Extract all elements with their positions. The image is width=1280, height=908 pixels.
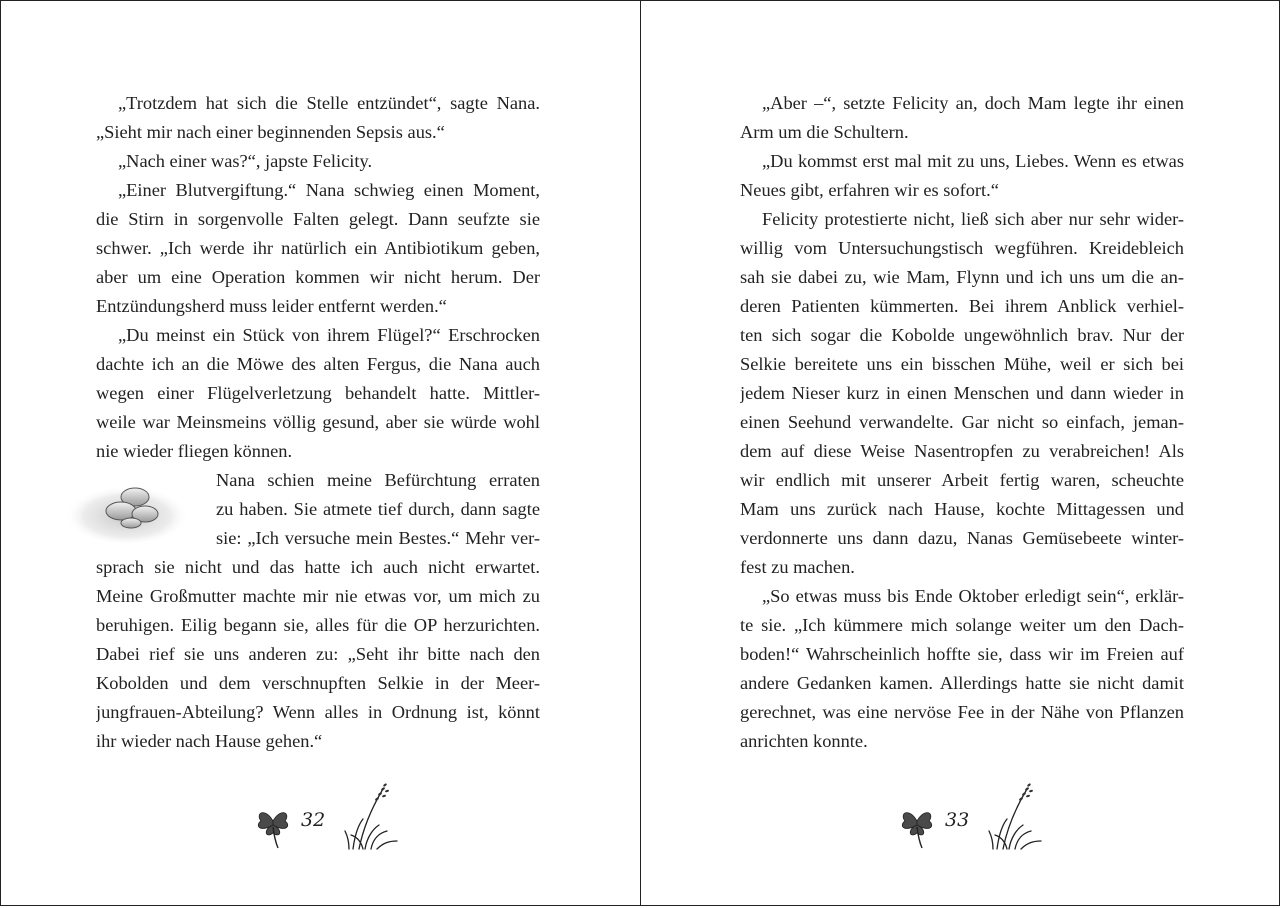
text-line: die Stirn in sorgenvolle Falten gelegt. Dann seufzte sie [96,209,540,229]
text-line: weile war Meinsmeins völlig gesund, aber sie würde wohl [96,412,540,432]
text-line: „Einer Blutvergiftung.“ Nana schwieg einen Moment, [118,180,540,200]
text-line: nie wieder fliegen können. [96,441,293,461]
text-line: ihr wieder nach Hause gehen.“ [96,731,323,751]
page-number: 32 [301,809,326,831]
text-line: sah sie dabei zu, wie Mam, Flynn und ich uns um die an- [740,267,1184,287]
text-line: andere Gedanken kamen. Allerdings hatte sie nicht damit [740,673,1184,693]
clover-icon [897,803,937,849]
text-line: te sie. „Ich kümmere mich solange weiter um den Dach- [740,615,1184,635]
text-line: aber um eine Operation kommen wir nicht herum. Der [96,267,540,287]
text-line: willig vom Untersuchungstisch wegführen. Kreidebleich [740,238,1184,258]
text-line: fest zu machen. [740,557,855,577]
text-line: „Trotzdem hat sich die Stelle entzündet“, sagte Nana. [118,93,540,113]
text-line: anrichten konnte. [740,731,868,751]
text-line: schwer. „Ich werde ihr natürlich ein Antibiotikum geben, [96,238,540,258]
text-line: Nana schien meine Befürchtung erraten [216,470,540,490]
grass-icon [987,779,1045,851]
text-line: deren Patienten kümmerten. Bei ihrem Anblick verhiel- [740,296,1184,316]
text-line: Selkie bereitete uns ein bisschen Mühe, weil er sich bei [740,354,1184,374]
left-page-text [96,89,540,756]
text-line: „Nach einer was?“, japste Felicity. [118,151,373,171]
text-line: zu haben. Sie atmete tief durch, dann sagte [216,499,540,519]
text-line: „Du meinst ein Stück von ihrem Flügel?“ Erschrocken [118,325,540,345]
text-line: dem auf diese Weise Nasentropfen zu verabreichen! Als [740,441,1184,461]
grass-icon [343,779,401,851]
right-page [640,0,1280,906]
text-line: „Aber –“, setzte Felicity an, doch Mam legte ihr einen [762,93,1184,113]
text-line: verdonnerte uns dann dazu, Nanas Gemüsebeete winter- [740,528,1184,548]
text-line: Felicity protestierte nicht, ließ sich aber nur sehr wider- [762,209,1184,229]
text-line: wegen einer Flügelverletzung behandelt hatte. Mittler- [96,383,540,403]
right-page-footer [897,779,1097,849]
left-page [0,0,641,906]
text-line: Arm um die Schultern. [740,122,909,142]
text-line: „Du kommst erst mal mit zu uns, Liebes. Wenn es etwas [762,151,1184,171]
text-line: jungfrauen-Abteilung? Wenn alles in Ordnung ist, könnt [96,702,540,722]
stones-vignette-icon [63,471,191,547]
text-line: dachte ich an die Möwe des alten Fergus, die Nana auch [96,354,540,374]
text-line: beruhigen. Eilig begann sie, alles für die OP herzurichten. [96,615,540,635]
text-line: Meine Großmutter machte mir nie etwas vor, um mich zu [96,586,540,606]
text-line: jedem Nieser kurz in einen Menschen und dann wieder in [740,383,1184,403]
right-page-text [740,89,1184,756]
clover-icon [253,803,293,849]
text-line: gerechnet, was eine nervöse Fee in der Nähe von Pflanzen [740,702,1184,722]
text-line: Kobolden und dem verschnupften Selkie in der Meer- [96,673,540,693]
text-line: „So etwas muss bis Ende Oktober erledigt sein“, erklär- [762,586,1184,606]
page-number: 33 [945,809,970,831]
text-line: Mam uns zurück nach Hause, kochte Mittagessen und [740,499,1184,519]
text-line: sprach sie nicht und das hatte ich auch nicht erwartet. [96,557,540,577]
text-line: sie: „Ich versuche mein Bestes.“ Mehr ver- [216,528,540,548]
text-line: wir endlich mit unserer Arbeit fertig waren, scheuchte [740,470,1184,490]
text-line: ten sich sogar die Kobolde ungewöhnlich brav. Nur der [740,325,1184,345]
text-line: Entzündungsherd muss leider entfernt werden.“ [96,296,447,316]
text-line: Neues gibt, erfahren wir es sofort.“ [740,180,999,200]
text-line: Dabei rief sie uns anderen zu: „Seht ihr bitte nach den [96,644,540,664]
text-line: „Sieht mir nach einer beginnenden Sepsis aus.“ [96,122,445,142]
text-line: boden!“ Wahrscheinlich hoffte sie, dass wir im Freien auf [740,644,1184,664]
left-page-footer [253,779,453,849]
text-line: einen Seehund verwandelte. Gar nicht so einfach, jeman- [740,412,1184,432]
